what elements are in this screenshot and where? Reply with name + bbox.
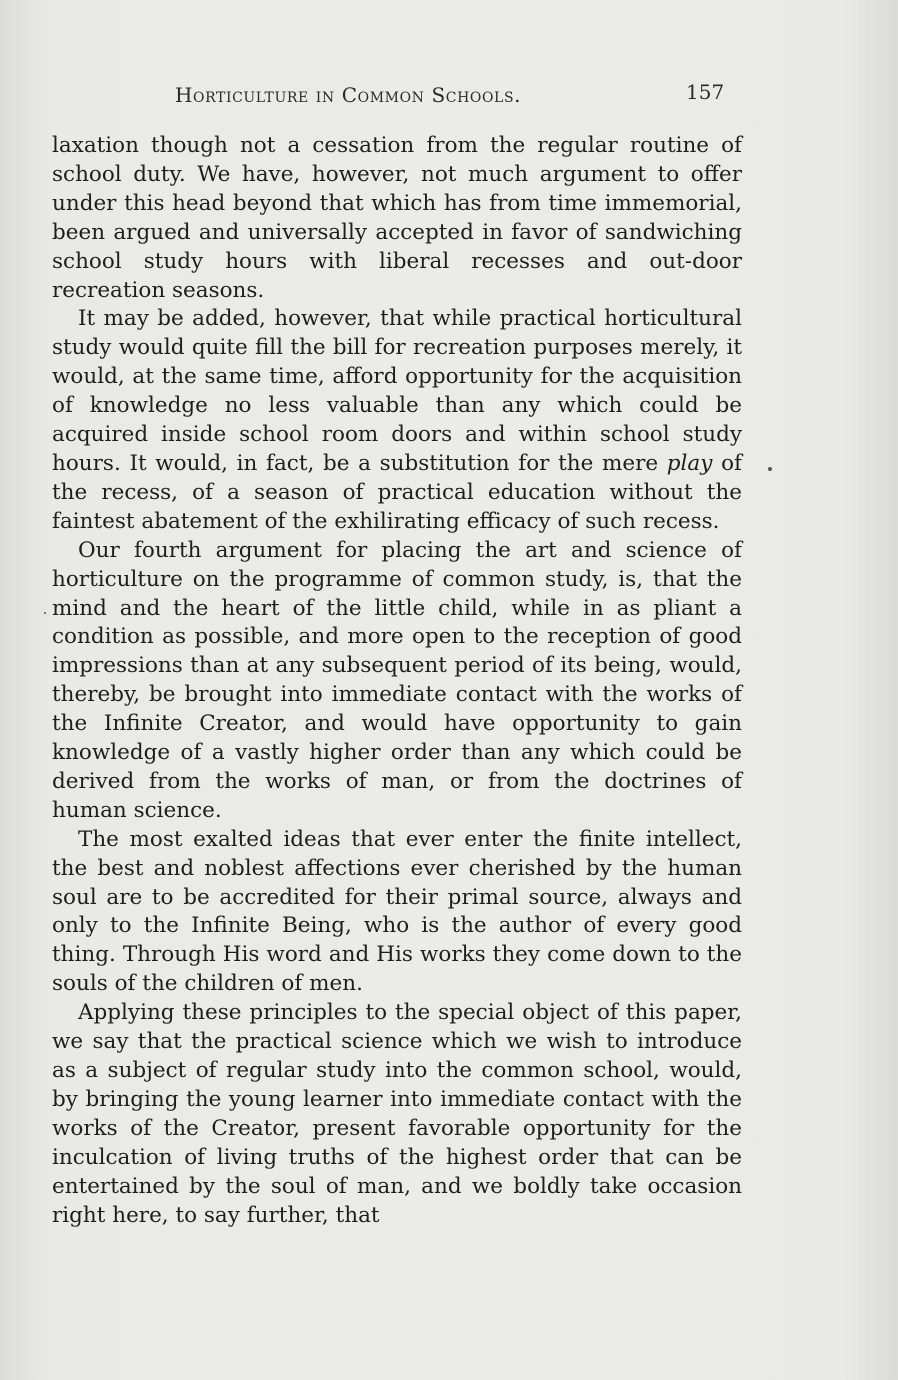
paragraph-text: The most exalted ideas that ever enter the finite intellect, the best and noblest affections ever cherished by the human soul are to be accredited for their primal source, always and only to the Infinite Being, who is the author of every good thing. Through His word and His works they come down to the souls of the children of men.: [52, 826, 742, 997]
paragraph-3: [52, 537, 742, 826]
paragraph-text: of the recess, of a season of practical education without the faintest abatement of the exhilirating efficacy of such recess.: [52, 450, 742, 534]
paragraph-4: [52, 826, 742, 999]
page-header: [0, 78, 898, 112]
paragraph-text: Our fourth argument for placing the art and science of horticulture on the programme of common study, is, that the mind and the heart of the little child, while in as pliant a condition as possible, and more open to the reception of good impressions than at any subsequent period of its being, would, thereby, be brought into immediate contact with the works of the Infinite Creator, and would have opportunity to gain knowledge of a vastly higher order than any which could be derived from the works of man, or from the doctrines of human science.: [52, 537, 742, 823]
emphasized-word: play: [666, 450, 713, 476]
ink-speck: [44, 612, 46, 614]
paragraph-text: Applying these principles to the special object of this paper, we say that the practical science which we wish to introduce as a subject of regular study into the common school, would, by bringing the young learner into immediate contact with the works of the Creator, present favorable opportunity for the inculcation of living truths of the highest order that can be entertained by the soul of man, and we boldly take occasion right here, to say further, that: [52, 1000, 742, 1228]
paragraph-5: [52, 999, 742, 1230]
paragraph-2: [52, 305, 742, 536]
paragraph-1: [52, 132, 742, 305]
page-number: 157: [686, 80, 725, 104]
running-title: Horticulture in Common Schools.: [175, 83, 522, 107]
paragraph-text: laxation though not a cessation from the regular routine of school duty. We have, however, not much argument to offer under this head beyond that which has from time immemorial, been argued and universally accepted in favor of sandwiching school study hours with liberal recesses and out-door recreation seasons.: [52, 133, 742, 303]
ink-speck: [768, 467, 772, 471]
paragraph-text: It may be added, however, that while practical horticultural study would quite fill the bill for recreation purposes merely, it would, at the same time, afford opportunity for the acquisition of knowledge no less valuable than any which could be acquired inside school room doors and within school study hours. It would, in fact, be a substitution for the mere: [52, 306, 742, 476]
body-text: [52, 132, 742, 1230]
